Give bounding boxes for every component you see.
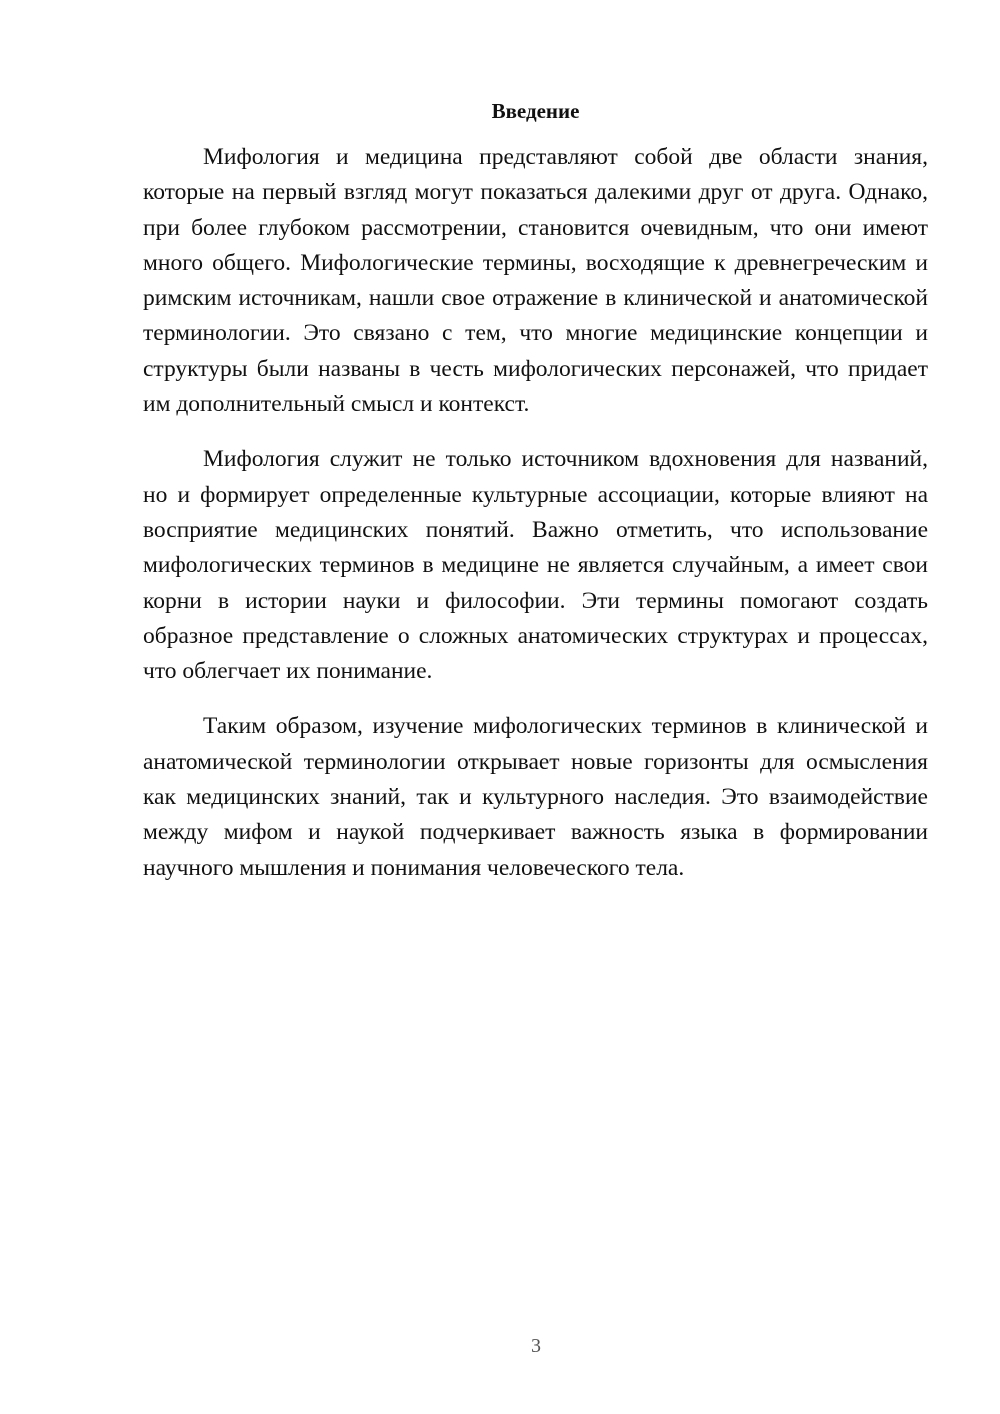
section-heading: Введение <box>491 99 580 123</box>
page-content <box>143 96 928 886</box>
paragraph-1: Мифология и медицина представляют собой две области знания, которые на первый взгляд могут показаться далекими друг от друга. Однако, при более глубоком рассмотрении, становится очевидным, что они имеют много общего. Мифологические термины, восходящие к древнегреческим и римским источникам, нашли свое отражение в клинической и анатомической терминологии. Это связано с тем, что многие медицинские концепции и структуры были названы в честь мифологических персонажей, что придает им дополнительный смысл и контекст. <box>143 144 928 418</box>
page-number: 3 <box>531 1335 541 1357</box>
paragraph-spacer <box>143 689 928 709</box>
paragraph-3: Таким образом, изучение мифологических терминов в клинической и анатомической терминологии открывает новые горизонты для осмысления как медицинских знаний, так и культурного наследия. Это взаимодействие между мифом и наукой подчеркивает важность языка в формировании научного мышления и понимания человеческого тела. <box>143 713 928 881</box>
paragraph-2: Мифология служит не только источником вдохновения для названий, но и формирует определенные культурные ассоциации, которые влияют на восприятие медицинских понятий. Важно отметить, что использование мифологических терминов в медицине не является случайным, а имеет свои корни в истории науки и философии. Эти термины помогают создать образное представление о сложных анатомических структурах и процессах, что облегчает их понимание. <box>143 446 928 685</box>
paragraph-spacer <box>143 422 928 442</box>
